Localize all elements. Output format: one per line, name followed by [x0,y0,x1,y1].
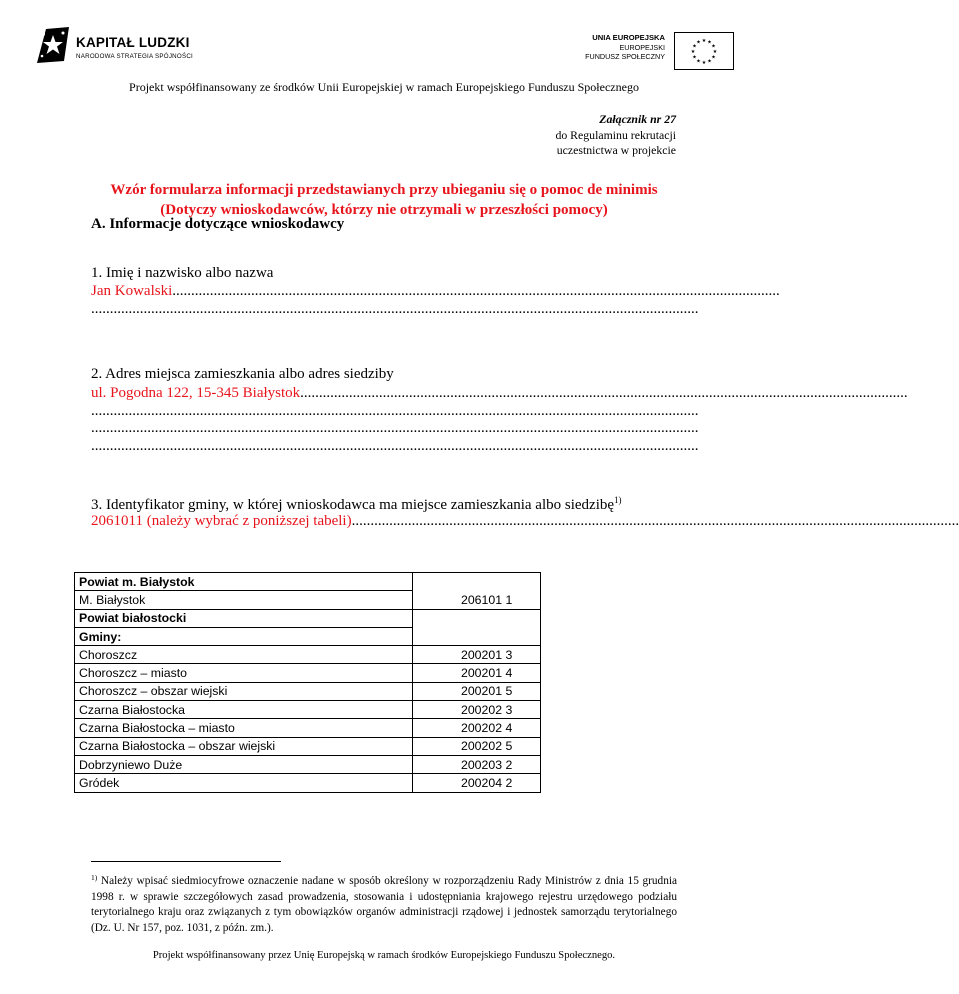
attachment-header [555,112,676,159]
gmina-name-cell: Dobrzyniewo Duże [75,755,413,773]
address-field-line4[interactable]: .................................................................................................................................................................. [91,438,699,454]
eu-logo-text [585,33,665,62]
address-field-line2[interactable]: .................................................................................................................................................................. [91,403,699,419]
footnote-divider [91,861,281,862]
table-row [75,646,541,664]
gmina-name-cell: Gródek [75,774,413,792]
gmina-code-cell [413,609,541,627]
attachment-title: Załącznik nr 27 [599,112,676,126]
kapital-ludzki-logo [34,25,194,65]
eu-star-icon: ★ [711,54,716,61]
eu-star-icon: ★ [690,48,696,55]
gmina-code-cell: 200203 2 [413,755,541,773]
gmina-table [74,572,541,793]
gmina-field[interactable]: 2061011 (należy wybrać z poniższej tabeli).................................................................................................................................................................. [91,513,959,529]
gmina-name-cell: Gminy: [75,627,413,645]
gmina-code-cell [413,627,541,645]
eu-star-icon: ★ [692,43,697,50]
gmina-code-cell [413,573,541,591]
eu-logo [576,30,734,68]
gmina-code-cell: 206101 1 [413,591,541,609]
form-title [0,180,768,220]
gmina-name-cell: Powiat m. Białystok [75,573,413,591]
gmina-code-cell: 200201 3 [413,646,541,664]
address-label: 2. Adres miejsca zamieszkania albo adres siedziby [91,366,394,382]
eu-star-icon: ★ [707,58,712,65]
eu-star-icon: ★ [707,39,712,46]
address-value: ul. Pogodna 122, 15-345 Białystok [91,385,301,401]
gmina-name-cell: Choroszcz [75,646,413,664]
section-a-heading: A. Informacje dotyczące wnioskodawcy [91,216,345,232]
form-title-line2: (Dotyczy wnioskodawców, którzy nie otrzymali w przeszłości pomocy) [160,202,608,218]
gmina-footnote-ref: 1) [614,495,622,505]
kapital-ludzki-star-icon [34,25,72,65]
gmina-name-cell: Czarna Białostocka [75,701,413,719]
eu-flag-icon [674,32,734,70]
attachment-line1: do Regulaminu rekrutacji [555,127,676,142]
gmina-code-cell: 200201 5 [413,682,541,700]
table-row [75,774,541,792]
table-row [75,609,541,627]
attachment-line2: uczestnictwa w projekcie [556,143,676,157]
gmina-label-text: 3. Identyfikator gminy, w której wnioskodawca ma miejsce zamieszkania albo siedzibę [91,497,615,513]
table-row [75,701,541,719]
kapital-ludzki-title: KAPITAŁ LUDZKI [76,35,190,50]
gmina-name-cell: Czarna Białostocka – miasto [75,719,413,737]
eu-logo-line3: FUNDUSZ SPOŁECZNY [585,52,665,61]
eu-star-icon: ★ [701,37,707,44]
eu-logo-line1: UNIA EUROPEJSKA [592,33,665,42]
gmina-code-cell: 200204 2 [413,774,541,792]
address-field-line3[interactable]: .................................................................................................................................................................. [91,420,699,436]
gmina-name-cell: Czarna Białostocka – obszar wiejski [75,737,413,755]
table-row [75,591,541,609]
footnote-text: Należy wpisać siedmiocyfrowe oznaczenie nadane w sposób określony w rozporządzeniu Rady Ministrów z dnia 15 grudnia 1998 r. w sprawie szczegółowych zasad prowadzenia, stosowania i udostępniania krajowego rejestru urzędowego podziału terytorialnego kraju oraz związanych z tym obowiązków organów administracji rządowej i jednostek samorządu terytorialnego (Dz. U. Nr 157, poz. 1031, z późn. zm.). [91,875,677,934]
eu-star-icon: ★ [696,58,701,65]
table-row [75,719,541,737]
gmina-name-cell: Choroszcz – obszar wiejski [75,682,413,700]
table-row [75,682,541,700]
kapital-ludzki-subtitle: NARODOWA STRATEGIA SPÓJNOŚCI [76,53,194,60]
name-field[interactable]: Jan Kowalski.................................................................................................................................................................. [91,283,780,299]
footnote-ref: 1) [91,873,98,882]
footer-cofinancing-note: Projekt współfinansowany przez Unię Europejską w ramach środków Europejskiego Funduszu Społecznego. [152,950,616,961]
eu-star-icon: ★ [711,43,716,50]
gmina-name-cell: M. Białystok [75,591,413,609]
gmina-value: 2061011 (należy wybrać z poniższej tabeli) [91,513,352,529]
eu-star-icon: ★ [712,48,718,55]
eu-logo-line2: EUROPEJSKI [619,42,665,52]
table-row [75,755,541,773]
table-row [75,737,541,755]
gmina-name-cell: Powiat białostocki [75,609,413,627]
name-label: 1. Imię i nazwisko albo nazwa [91,265,274,281]
eu-star-icon: ★ [696,39,701,46]
gmina-code-cell: 200202 5 [413,737,541,755]
form-title-line1: Wzór formularza informacji przedstawianych przy ubieganiu się o pomoc de minimis [110,182,658,198]
table-row [75,573,541,591]
gmina-code-cell: 200201 4 [413,664,541,682]
project-cofinancing-note: Projekt współfinansowany ze środków Unii Europejskiej w ramach Europejskiego Funduszu Społecznego [129,80,639,94]
gmina-name-cell: Choroszcz – miasto [75,664,413,682]
table-row [75,664,541,682]
eu-star-icon: ★ [701,59,707,66]
footnote [91,870,677,936]
name-field-line2[interactable]: .................................................................................................................................................................. [91,301,699,317]
gmina-code-cell: 200202 3 [413,701,541,719]
name-value: Jan Kowalski [91,283,173,299]
address-field[interactable]: ul. Pogodna 122, 15-345 Białystok.................................................................................................................................................................. [91,385,908,401]
table-row [75,627,541,645]
eu-star-icon: ★ [692,54,697,61]
gmina-code-cell: 200202 4 [413,719,541,737]
